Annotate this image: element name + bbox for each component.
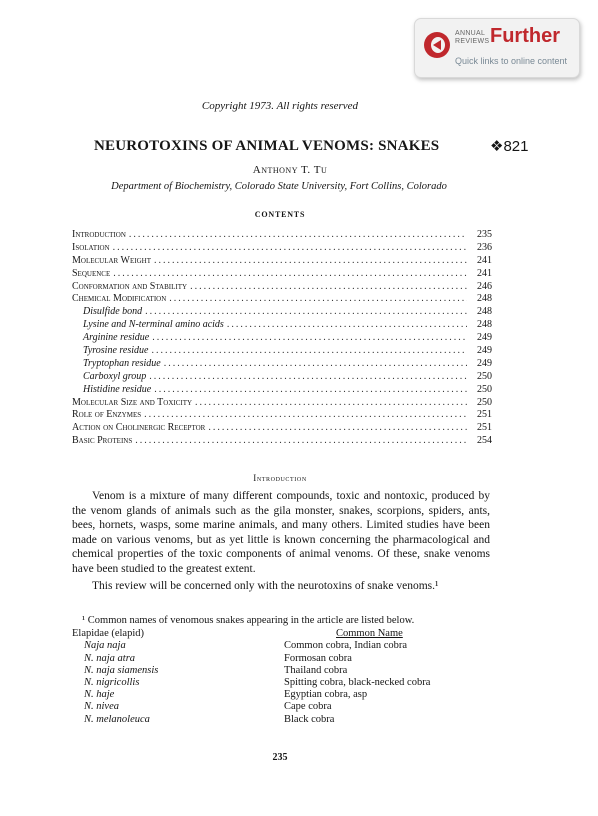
toc-entry-page: 251 — [477, 422, 492, 434]
toc-entry — [72, 409, 492, 422]
toc-entry-page: 248 — [477, 306, 492, 318]
common-name-header: Common Name — [336, 628, 403, 640]
further-label: Further — [490, 25, 560, 47]
toc-leader-dots — [195, 397, 467, 410]
toc-entry — [72, 268, 492, 281]
toc-entry-label: Basic Proteins — [72, 435, 133, 447]
toc-entry — [72, 229, 492, 242]
table-row — [72, 677, 492, 689]
author-affiliation: Department of Biochemistry, Colorado State University, Fort Collins, Colorado — [111, 181, 447, 192]
toc-entry — [72, 345, 492, 358]
toc-entry-page: 241 — [477, 254, 492, 266]
footnote — [72, 615, 492, 726]
toc-leader-dots — [129, 229, 467, 242]
page-number: 235 — [272, 752, 288, 763]
table-row — [72, 640, 492, 652]
toc-entry — [72, 422, 492, 435]
toc-entry-label: Molecular Size and Toxicity — [72, 396, 193, 408]
toc-entry-page: 246 — [477, 280, 492, 292]
toc-leader-dots — [113, 268, 467, 281]
toc-entry-page: 250 — [477, 396, 492, 408]
toc-leader-dots — [190, 281, 467, 294]
toc-entry-page: 236 — [477, 241, 492, 253]
species-name: N. nivea — [84, 701, 119, 713]
family-label: Elapidae (elapid) — [72, 628, 145, 640]
toc-entry — [72, 255, 492, 268]
toc-entry-label: Lysine and N-terminal amino acids — [83, 319, 224, 331]
toc-leader-dots — [152, 332, 467, 345]
species-name: N. naja siamensis — [84, 664, 159, 676]
toc-entry-page: 251 — [477, 409, 492, 421]
toc-entry-page: 250 — [477, 370, 492, 382]
toc-entry-label: Arginine residue — [83, 332, 150, 344]
toc-entry-label: Molecular Weight — [72, 254, 151, 266]
quick-links-label: Quick links to online content — [455, 56, 568, 66]
toc-entry-label: Action on Cholinergic Receptor — [72, 422, 206, 434]
toc-leader-dots — [151, 345, 467, 358]
toc-entry — [72, 306, 492, 319]
species-name: N. nigricollis — [84, 676, 140, 688]
common-name: Formosan cobra — [284, 652, 352, 664]
toc-leader-dots — [135, 435, 467, 448]
toc-entry-page: 249 — [477, 357, 492, 369]
copyright-line: Copyright 1973. All rights reserved — [201, 100, 359, 112]
article-title: NEUROTOXINS OF ANIMAL VENOMS: SNAKES — [94, 138, 440, 154]
toc-entry-label: Isolation — [72, 241, 110, 253]
toc-entry-page: 241 — [477, 267, 492, 279]
author-name: Anthony T. Tu — [252, 164, 328, 176]
toc-entry-label: Carboxyl group — [83, 370, 147, 382]
contents-heading: CONTENTS — [254, 210, 306, 219]
paragraph: Venom is a mixture of many different compounds, toxic and nontoxic, produced by the venom glands of animals such as the gila monster, snakes, scorpions, spiders, ants, bees, hornets, wasps, some marine animals, and many others. Limited studies have been made on various venoms, but as yet little is known concerning the pharmacological and chemical properties of the toxic components of animal venoms. Of these, snake venoms have been studied to the greatest extent. — [72, 490, 490, 575]
common-name: Common cobra, Indian cobra — [284, 640, 408, 652]
annual-reviews-logo-icon — [424, 32, 450, 58]
toc-leader-dots — [169, 293, 467, 306]
toc-entry — [72, 358, 492, 371]
toc-leader-dots — [227, 319, 467, 332]
species-name: N. naja atra — [84, 652, 136, 664]
toc-entry-label: Chemical Modification — [72, 293, 167, 305]
table-of-contents — [72, 229, 492, 448]
species-name: Naja naja — [84, 640, 126, 652]
table-header-row — [72, 628, 492, 640]
table-row — [72, 689, 492, 701]
toc-entry — [72, 293, 492, 306]
section-heading-introduction: Introduction — [253, 473, 307, 483]
toc-leader-dots — [113, 242, 467, 255]
toc-leader-dots — [144, 409, 467, 422]
toc-entry-page: 249 — [477, 332, 492, 344]
toc-entry — [72, 384, 492, 397]
toc-entry-label: Tryptophan residue — [83, 357, 161, 369]
toc-entry-label: Tyrosine residue — [83, 345, 149, 357]
species-name: N. melanoleuca — [84, 713, 150, 725]
toc-entry — [72, 435, 492, 448]
further-links-badge[interactable] — [414, 18, 580, 78]
toc-leader-dots — [145, 306, 467, 319]
common-name: Spitting cobra, black-necked cobra — [284, 676, 431, 688]
toc-entry — [72, 242, 492, 255]
page-marker: ❖821 — [490, 138, 529, 155]
species-name: N. haje — [84, 689, 115, 701]
table-row — [72, 665, 492, 677]
toc-leader-dots — [149, 371, 467, 384]
toc-entry — [72, 397, 492, 410]
table-row — [72, 653, 492, 665]
footnote-intro: ¹ Common names of venomous snakes appearing in the article are listed below. — [82, 615, 415, 626]
toc-leader-dots — [154, 255, 467, 268]
toc-entry-label: Role of Enzymes — [72, 409, 142, 421]
toc-leader-dots — [164, 358, 467, 371]
toc-entry — [72, 332, 492, 345]
toc-entry-page: 254 — [477, 435, 492, 447]
toc-entry-label: Sequence — [72, 267, 111, 279]
toc-entry-page: 249 — [477, 345, 492, 357]
toc-leader-dots — [208, 422, 467, 435]
table-row — [72, 701, 492, 713]
toc-leader-dots — [154, 384, 467, 397]
table-row — [72, 714, 492, 726]
toc-entry-page: 248 — [477, 319, 492, 331]
toc-entry-label: Disulfide bond — [83, 306, 143, 318]
toc-entry-label: Conformation and Stability — [72, 280, 188, 292]
toc-entry-page: 248 — [477, 293, 492, 305]
snake-names-table — [72, 628, 492, 726]
annual-reviews-label: ANNUAL REVIEWS — [455, 30, 490, 45]
toc-entry — [72, 371, 492, 384]
common-name: Thailand cobra — [284, 664, 348, 676]
toc-entry-label: Introduction — [72, 229, 126, 240]
toc-entry-page: 250 — [477, 383, 492, 395]
common-name: Egyptian cobra, asp — [284, 689, 368, 701]
paragraph: This review will be concerned only with the neurotoxins of snake venoms.¹ — [92, 579, 439, 592]
introduction-body — [72, 489, 490, 593]
toc-entry — [72, 319, 492, 332]
toc-entry — [72, 281, 492, 294]
toc-entry-label: Histidine residue — [83, 383, 152, 395]
common-name: Cape cobra — [284, 701, 332, 713]
common-name: Black cobra — [284, 713, 335, 725]
toc-entry-page: 235 — [477, 229, 492, 240]
